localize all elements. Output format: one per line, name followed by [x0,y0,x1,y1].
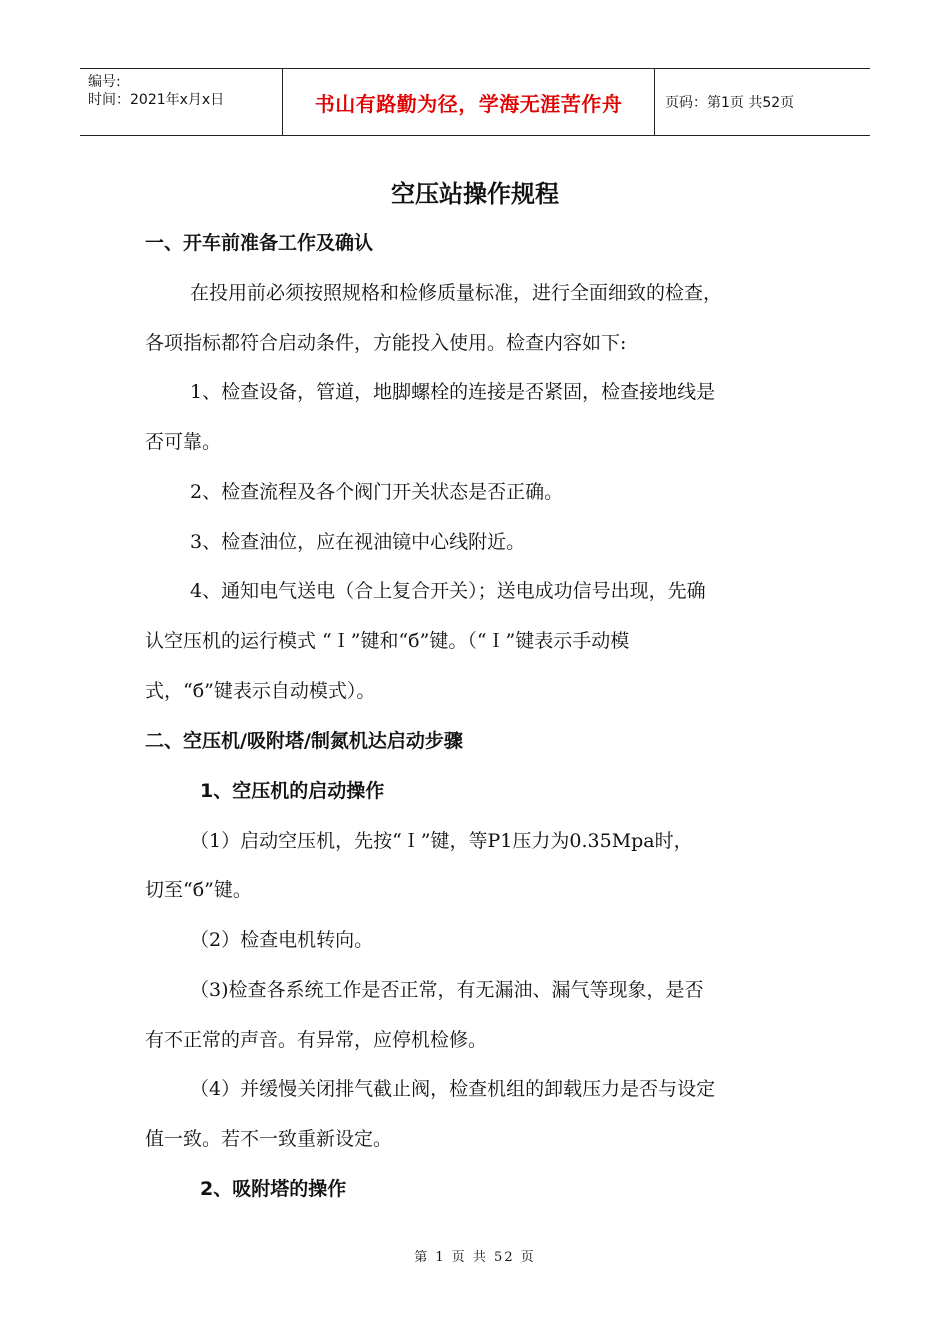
paragraph-line: 4、通知电气送电（合上复合开关）；送电成功信号出现，先确 [190,580,706,602]
header-meta [80,69,282,135]
paragraph-line: 值一致。若不一致重新设定。 [145,1128,393,1150]
paragraph-line: 否可靠。 [145,431,222,453]
paragraph-line: 在投用前必须按照规格和检修质量标准，进行全面细致的检查， [190,282,723,304]
time-label: 时间：2021年x月x日 [88,92,225,108]
section-heading-2: 二、空压机/吸附塔/制氮机达启动步骤 [145,730,463,752]
section-heading-1: 一、开车前准备工作及确认 [145,232,374,254]
number-label: 编号: [88,74,121,90]
paragraph-line: 3、检查油位，应在视油镜中心线附近。 [190,531,526,553]
paragraph-line: （2）检查电机转向。 [190,929,374,951]
paragraph-line: 有不正常的声音。有异常，应停机检修。 [145,1029,488,1051]
paragraph-line: （1）启动空压机，先按“Ｉ”键，等P1压力为0.35Mpa时， [190,830,693,852]
document-header [80,68,870,136]
paragraph-line: 认空压机的运行模式 “Ｉ”键和“б”键。（“Ｉ”键表示手动模 [145,630,630,652]
paragraph-line: 切至“б”键。 [145,879,252,901]
paragraph-line: （3)检查各系统工作是否正常，有无漏油、漏气等现象，是否 [190,979,704,1001]
paragraph-line: （4）并缓慢关闭排气截止阀，检查机组的卸载压力是否与设定 [190,1078,716,1100]
header-page-info: 页码：第1页 共52页 [665,95,795,111]
header-motto: 书山有路勤为径，学海无涯苦作舟 [282,69,655,135]
subsection-heading-2: 2、吸附塔的操作 [200,1178,347,1200]
paragraph-line: 1、检查设备，管道，地脚螺栓的连接是否紧固，检查接地线是 [190,381,716,403]
paragraph-line: 2、检查流程及各个阀门开关状态是否正确。 [190,481,564,503]
paragraph-line: 式，“б”键表示自动模式）。 [145,680,376,702]
page-footer: 第 1 页 共 52 页 [414,1250,536,1265]
subsection-heading-1: 1、空压机的启动操作 [200,780,385,802]
document-title: 空压站操作规程 [391,180,559,208]
paragraph-line: 各项指标都符合启动条件，方能投入使用。检查内容如下: [145,332,627,354]
